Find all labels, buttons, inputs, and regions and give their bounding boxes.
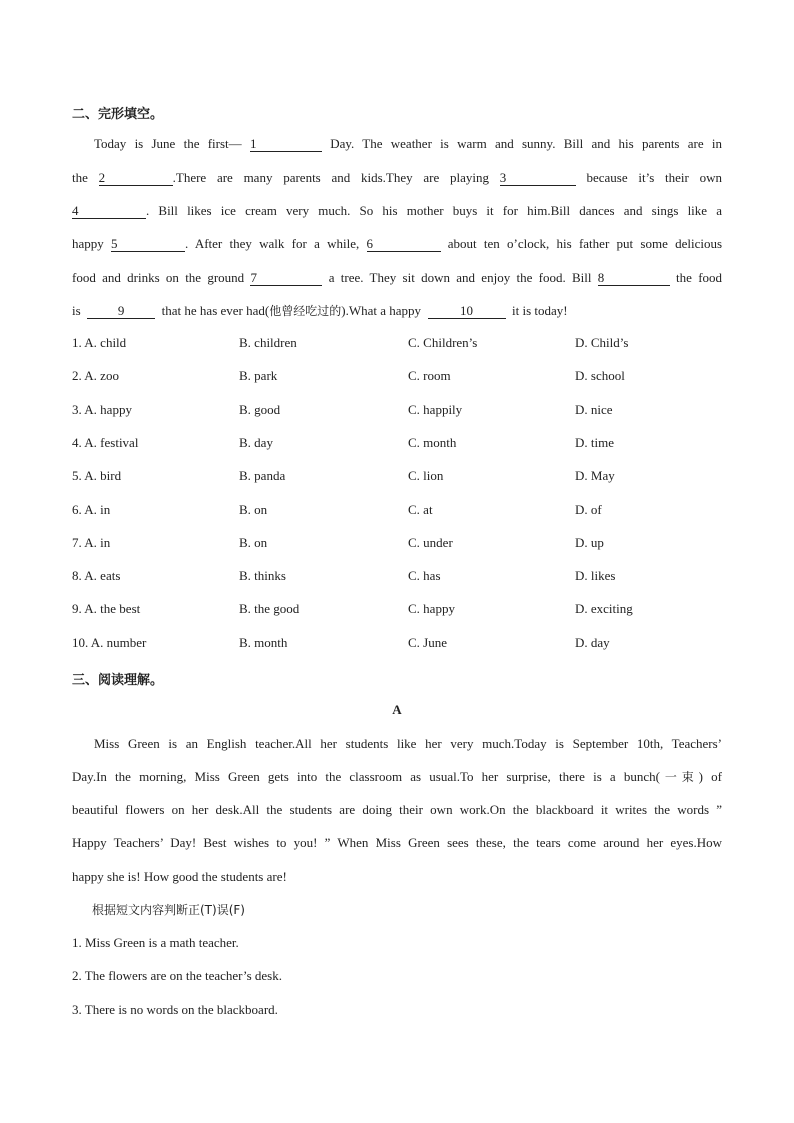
option-q9-c[interactable]: C. happy xyxy=(408,601,455,616)
option-q6-d[interactable]: D. of xyxy=(575,502,602,517)
passage-chinese-note: 一束 xyxy=(659,770,699,784)
option-q1-d[interactable]: D. Child’s xyxy=(575,335,629,350)
cloze-line-2 xyxy=(72,169,722,187)
passage-text: food and drinks on the ground xyxy=(72,270,245,285)
option-q8-d[interactable]: D. likes xyxy=(575,568,616,583)
option-q7-c[interactable]: C. under xyxy=(408,535,453,550)
reading-line-2 xyxy=(72,768,722,786)
passage-chinese-note: 他曾经吃过的 xyxy=(269,304,342,318)
option-q10-a[interactable]: 10. A. number xyxy=(72,635,147,650)
option-q2-d[interactable]: D. school xyxy=(575,368,625,383)
option-q1-c[interactable]: C. Children’s xyxy=(408,335,478,350)
passage-text: ) of xyxy=(698,769,722,784)
option-q10-c[interactable]: C. June xyxy=(408,635,447,650)
option-q4-c[interactable]: C. month xyxy=(408,435,457,450)
option-q9-d[interactable]: D. exciting xyxy=(575,601,633,616)
statement-2: 2. The flowers are on the teacher’s desk. xyxy=(72,968,282,983)
reading-line-5: happy she is! How good the students are! xyxy=(72,869,287,884)
option-q3-b[interactable]: B. good xyxy=(239,402,281,417)
blank-10[interactable]: 10 xyxy=(428,303,506,319)
passage-text: the xyxy=(72,170,88,185)
passage-text: . After they walk for a while, xyxy=(185,236,360,251)
option-q4-d[interactable]: D. time xyxy=(575,435,614,450)
option-q8-c[interactable]: C. has xyxy=(408,568,441,583)
option-q7-b[interactable]: B. on xyxy=(239,535,268,550)
cloze-line-4 xyxy=(72,235,722,253)
blank-5[interactable]: 5 xyxy=(111,236,185,252)
passage-text: Day.In the morning, Miss Green gets into the classroom as usual.To her surprise, there is a bunch( xyxy=(72,769,660,784)
option-q2-b[interactable]: B. park xyxy=(239,368,278,383)
passage-text: about ten o’clock, his father put some delicious xyxy=(447,236,723,251)
option-q6-b[interactable]: B. on xyxy=(239,502,268,517)
section-heading-cloze: 二、完形填空。 xyxy=(72,107,164,122)
option-q3-d[interactable]: D. nice xyxy=(575,402,613,417)
blank-6[interactable]: 6 xyxy=(367,236,441,252)
passage-text: .There are many parents and kids.They are playing xyxy=(172,170,489,185)
passage-text: the food xyxy=(676,270,723,285)
passage-text: ).What a happy xyxy=(341,303,422,318)
section-heading-reading: 三、阅读理解。 xyxy=(72,673,164,688)
option-q1-b[interactable]: B. children xyxy=(239,335,297,350)
option-q2-a[interactable]: 2. A. zoo xyxy=(72,368,119,383)
passage-text: is xyxy=(72,303,81,318)
passage-text: that he has ever had( xyxy=(161,303,270,318)
reading-line-4: Happy Teachers’ Day! Best wishes to you! ” When Miss Green sees these, the tears come around her eyes.How xyxy=(72,835,722,850)
cloze-line-3 xyxy=(72,202,722,220)
option-q3-c[interactable]: C. happily xyxy=(408,402,463,417)
option-q8-a[interactable]: 8. A. eats xyxy=(72,568,121,583)
option-q3-a[interactable]: 3. A. happy xyxy=(72,402,132,417)
cloze-line-5 xyxy=(72,269,722,287)
statement-1: 1. Miss Green is a math teacher. xyxy=(72,935,239,950)
blank-3[interactable]: 3 xyxy=(500,170,576,186)
option-q8-b[interactable]: B. thinks xyxy=(239,568,286,583)
blank-4[interactable]: 4 xyxy=(72,203,146,219)
reading-line-1: Miss Green is an English teacher.All her students like her very much.Today is September 10th, Teachers’ xyxy=(94,736,722,751)
true-false-instruction: 根据短文内容判断正(T)误(F) xyxy=(92,903,245,917)
passage-text: Today is June the first— xyxy=(94,136,242,151)
passage-text: . Bill likes ice cream very much. So his mother buys it for him.Bill dances and sings like a xyxy=(146,203,722,218)
option-q7-a[interactable]: 7. A. in xyxy=(72,535,111,550)
option-q5-b[interactable]: B. panda xyxy=(239,468,286,483)
passage-text: Day. The weather is warm and sunny. Bill and his parents are in xyxy=(330,136,722,151)
passage-text: because it’s their own xyxy=(586,170,722,185)
blank-9[interactable]: 9 xyxy=(87,303,155,319)
blank-8[interactable]: 8 xyxy=(598,270,670,286)
option-q5-a[interactable]: 5. A. bird xyxy=(72,468,122,483)
reading-line-3: beautiful flowers on her desk.All the students are doing their own work.On the blackboard it writes the words ” xyxy=(72,802,722,817)
blank-1[interactable]: 1 xyxy=(250,136,322,152)
option-q5-d[interactable]: D. May xyxy=(575,468,615,483)
passage-text: a tree. They sit down and enjoy the food. Bill xyxy=(328,270,592,285)
cloze-line-1 xyxy=(72,135,722,153)
option-q9-a[interactable]: 9. A. the best xyxy=(72,601,141,616)
option-q5-c[interactable]: C. lion xyxy=(408,468,444,483)
passage-label-a: A xyxy=(392,702,402,717)
option-q10-d[interactable]: D. day xyxy=(575,635,610,650)
passage-text: it is today! xyxy=(512,303,568,318)
option-q10-b[interactable]: B. month xyxy=(239,635,288,650)
option-q4-a[interactable]: 4. A. festival xyxy=(72,435,139,450)
option-q1-a[interactable]: 1. A. child xyxy=(72,335,127,350)
option-q6-c[interactable]: C. at xyxy=(408,502,433,517)
statement-3: 3. There is no words on the blackboard. xyxy=(72,1002,278,1017)
blank-2[interactable]: 2 xyxy=(99,170,173,186)
option-q6-a[interactable]: 6. A. in xyxy=(72,502,111,517)
blank-7[interactable]: 7 xyxy=(250,270,322,286)
passage-text: happy xyxy=(72,236,104,251)
option-q2-c[interactable]: C. room xyxy=(408,368,451,383)
option-q9-b[interactable]: B. the good xyxy=(239,601,300,616)
option-q4-b[interactable]: B. day xyxy=(239,435,273,450)
cloze-line-6 xyxy=(72,302,722,320)
option-q7-d[interactable]: D. up xyxy=(575,535,604,550)
